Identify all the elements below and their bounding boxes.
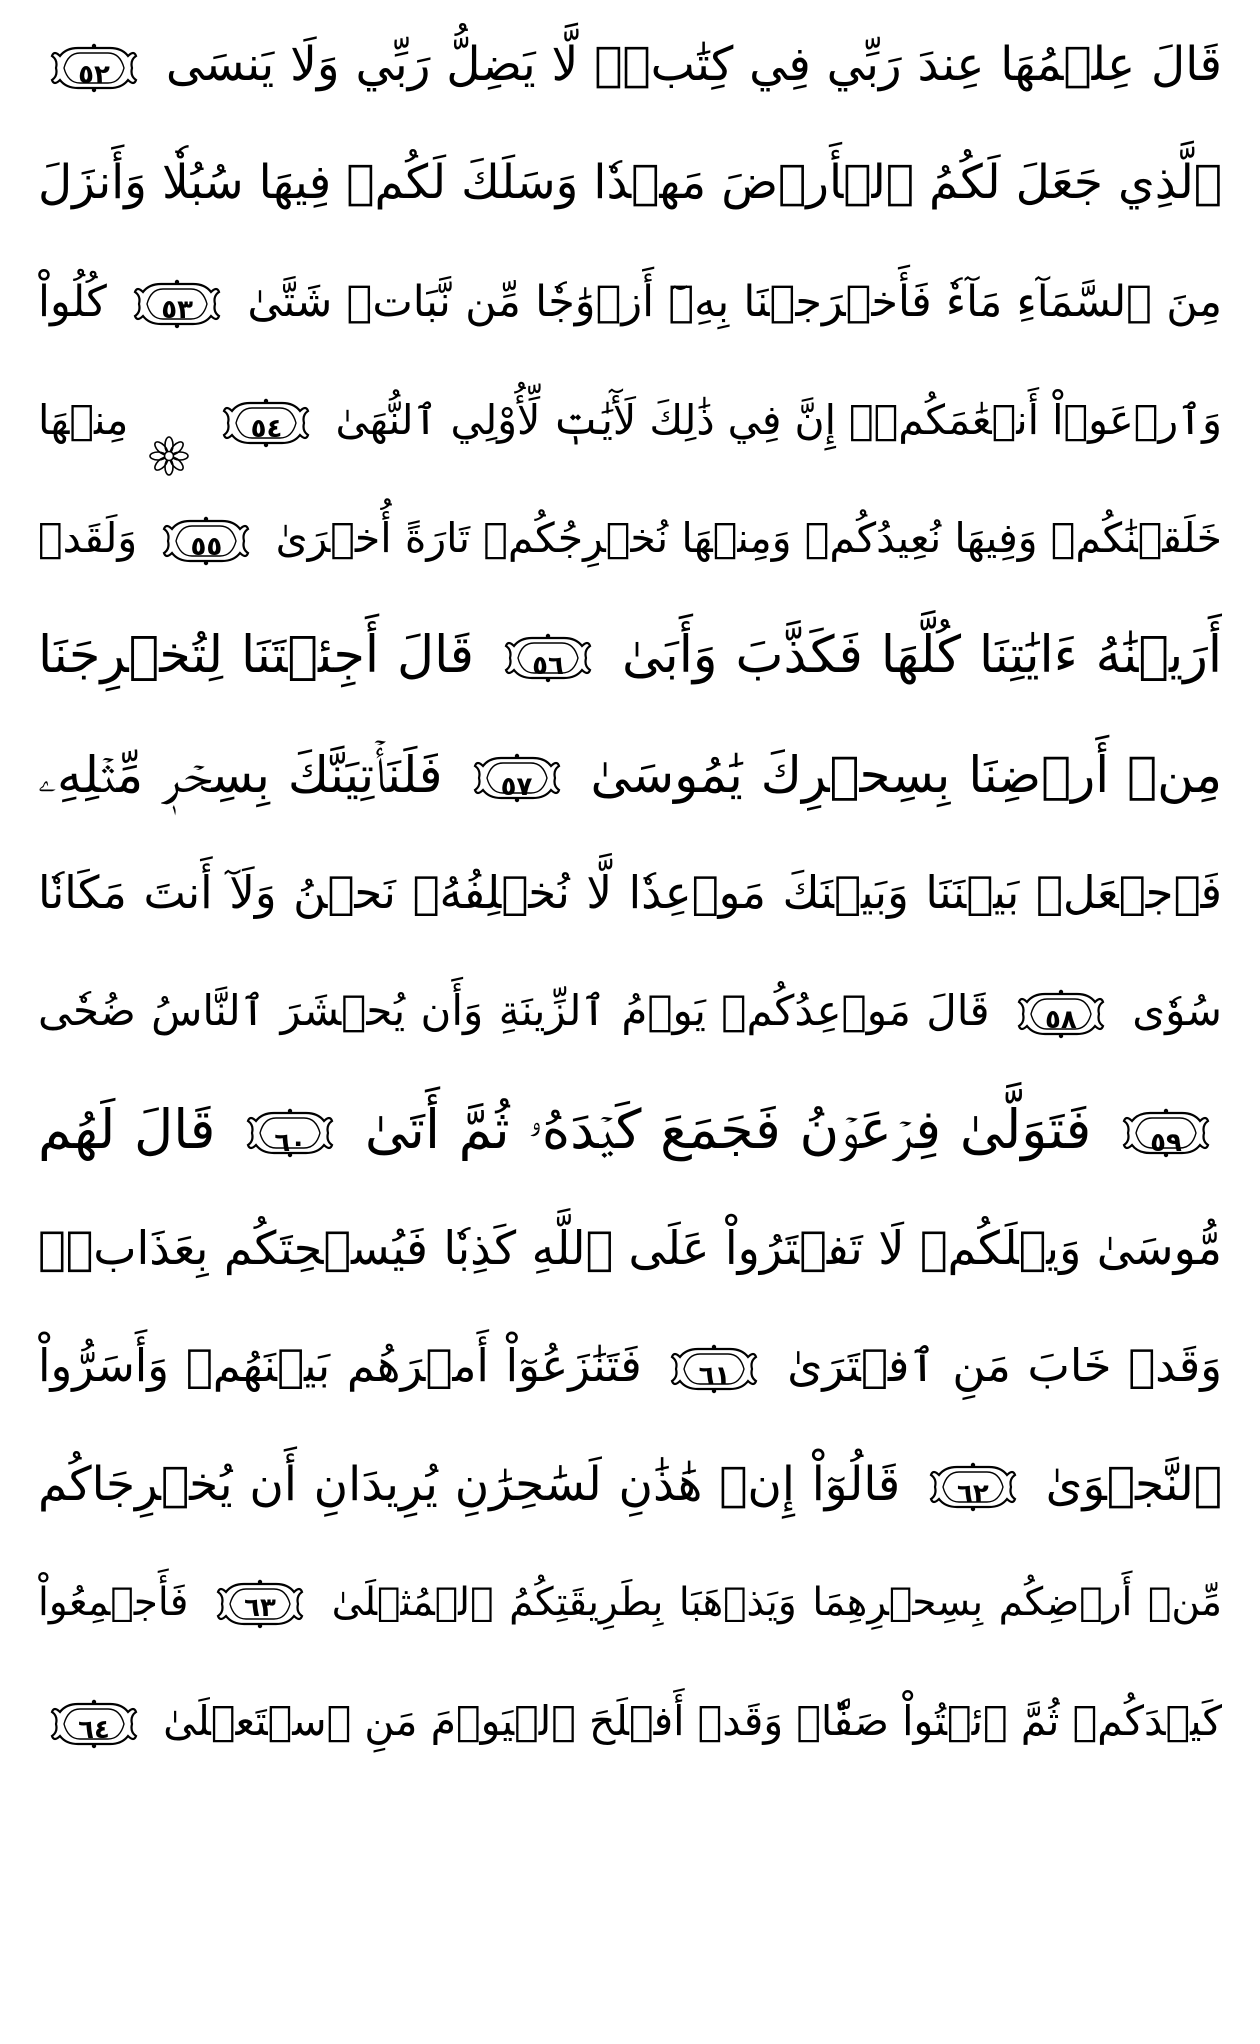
- ayah-number: ٦٤: [78, 1715, 110, 1746]
- verse-text: قَالَ مَوۡعِدُكُمۡ يَوۡمُ ٱلزِّينَةِ وَأَن يُحۡشَرَ ٱلنَّاسُ ضُحٗى: [38, 986, 990, 1036]
- verse-text: قَالَ أَجِئۡتَنَا لِتُخۡرِجَنَا: [38, 626, 475, 686]
- ayah-number-marker: [471, 752, 563, 804]
- verse-text: مِنۡ أَرۡضِنَا بِسِحۡرِكَ يَٰمُوسَىٰ: [590, 745, 1222, 804]
- ayah-number-marker: [668, 1343, 760, 1395]
- ayah-number: ٥٣: [161, 295, 194, 326]
- verse-text: فَٱجۡعَلۡ بَيۡنَنَا وَبَيۡنَكَ مَوۡعِدٗا لَّا نُخۡلِفُهُۥ نَحۡنُ وَلَآ أَنتَ مَكَانٗا: [38, 866, 1222, 920]
- verse-text: وَٱرۡعَوۡاْ أَنۡعَٰمَكُمۡۚ إِنَّ فِي ذَٰلِكَ لَأٓيَٰتٖ لِّأُوْلِي ٱلنُّهَىٰ: [335, 395, 1222, 444]
- ayah-number-marker: [244, 1107, 336, 1159]
- ayah-number: ٦٢: [957, 1479, 989, 1510]
- ayah-number-marker: [502, 632, 594, 684]
- ayah-number-marker: [1120, 1107, 1212, 1159]
- verse-text: وَلَقَدۡ: [38, 514, 138, 563]
- ayah-number-marker: [214, 1578, 306, 1630]
- verse-text: ٱلَّذِي جَعَلَ لَكُمُ ٱلۡأَرۡضَ مَهۡدٗا وَسَلَكَ لَكُمۡ فِيهَا سُبُلٗا وَأَنزَلَ: [38, 155, 1222, 211]
- ayah-number: ٥٩: [1150, 1128, 1182, 1159]
- verse-text: ٱلنَّجۡوَىٰ: [1045, 1456, 1222, 1512]
- ayah-number: ٥٥: [190, 532, 223, 563]
- text-line: [38, 361, 1222, 479]
- mushaf-page: [0, 6, 1260, 2044]
- text-line: [38, 479, 1222, 597]
- ayah-number: ٥٤: [250, 413, 283, 444]
- verse-text: قَالَ عِلۡمُهَا عِندَ رَبِّي فِي كِتَٰبٖۖ لَّا يَضِلُّ رَبِّي وَلَا يَنسَى: [165, 37, 1222, 92]
- text-line: [38, 1662, 1222, 1780]
- ayah-number-marker: [1015, 988, 1107, 1040]
- ayah-number-marker: [48, 1698, 140, 1750]
- verse-text: مُّوسَىٰ وَيۡلَكُمۡ لَا تَفۡتَرُواْ عَلَى ٱللَّهِ كَذِبٗا فَيُسۡحِتَكُم بِعَذَابٖۖ: [38, 1220, 1222, 1275]
- verse-text: فَلَنَأۡتِيَنَّكَ بِسِحۡرٖ مِّثۡلِهِۦ: [38, 745, 443, 804]
- verse-text: وَقَدۡ خَابَ مَنِ ٱفۡتَرَىٰ: [787, 1339, 1222, 1393]
- text-line: [38, 834, 1222, 952]
- text-line: [38, 1544, 1222, 1662]
- verse-text: سُوٗى: [1132, 986, 1222, 1036]
- hizb-star-icon: [149, 403, 189, 443]
- ayah-number-marker: [48, 42, 140, 94]
- verse-text: أَرَيۡنَٰهُ ءَايَٰتِنَا كُلَّهَا فَكَذَّبَ وَأَبَىٰ: [622, 626, 1222, 686]
- ayah-number: ٥٨: [1045, 1004, 1077, 1035]
- text-line: [38, 243, 1222, 361]
- ayah-number-marker: [927, 1461, 1019, 1513]
- verse-text: مِنۡهَا: [38, 395, 129, 444]
- verse-text: فَتَوَلَّىٰ فِرۡعَوۡنُ فَجَمَعَ كَيۡدَهُۥ ثُمَّ أَتَىٰ: [364, 1097, 1092, 1161]
- text-line: [38, 124, 1222, 242]
- verse-text: مِّنۡ أَرۡضِكُم بِسِحۡرِهِمَا وَيَذۡهَبَا بِطَرِيقَتِكُمُ ٱلۡمُثۡلَىٰ: [331, 1579, 1222, 1625]
- text-line: [38, 1307, 1222, 1425]
- ayah-number: ٦٣: [244, 1593, 276, 1624]
- text-line: [38, 6, 1222, 124]
- text-line: [38, 1071, 1222, 1189]
- verse-text: مِنَ ٱلسَّمَآءِ مَآءٗ فَأَخۡرَجۡنَا بِهِۦٓ أَزۡوَٰجٗا مِّن نَّبَاتٖ شَتَّىٰ: [247, 276, 1222, 327]
- verse-text: قَالُوٓاْ إِنۡ هَٰذَٰنِ لَسَٰحِرَٰنِ يُرِيدَانِ أَن يُخۡرِجَاكُم: [38, 1456, 901, 1512]
- text-line: [38, 597, 1222, 715]
- text-line: [38, 1426, 1222, 1544]
- verse-text: فَتَنَٰزَعُوٓاْ أَمۡرَهُم بَيۡنَهُمۡ وَأَسَرُّواْ: [38, 1339, 642, 1393]
- text-line: [38, 1189, 1222, 1307]
- verse-text: كَيۡدَكُمۡ ثُمَّ ٱئۡتُواْ صَفّٗاۚ وَقَدۡ أَفۡلَحَ ٱلۡيَوۡمَ مَنِ ٱسۡتَعۡلَىٰ: [163, 1697, 1222, 1746]
- ayah-number-marker: [220, 397, 312, 449]
- ayah-number: ٥٧: [500, 772, 533, 803]
- ayah-number: ٥٦: [532, 651, 564, 682]
- verse-text: قَالَ لَهُم: [38, 1097, 216, 1161]
- text-line: [38, 716, 1222, 834]
- ayah-number-marker: [131, 278, 223, 330]
- text-line: [38, 952, 1222, 1070]
- ayah-number: ٦٠: [274, 1128, 307, 1159]
- ayah-number: ٥٢: [78, 59, 110, 90]
- verse-text: كُلُواْ: [38, 276, 107, 327]
- verse-text: فَأَجۡمِعُواْ: [38, 1579, 189, 1625]
- verse-text: خَلَقۡنَٰكُمۡ وَفِيهَا نُعِيدُكُمۡ وَمِنۡهَا نُخۡرِجُكُمۡ تَارَةً أُخۡرَىٰ: [275, 514, 1222, 563]
- ayah-number: ٦١: [698, 1361, 731, 1392]
- ayah-number-marker: [160, 515, 252, 567]
